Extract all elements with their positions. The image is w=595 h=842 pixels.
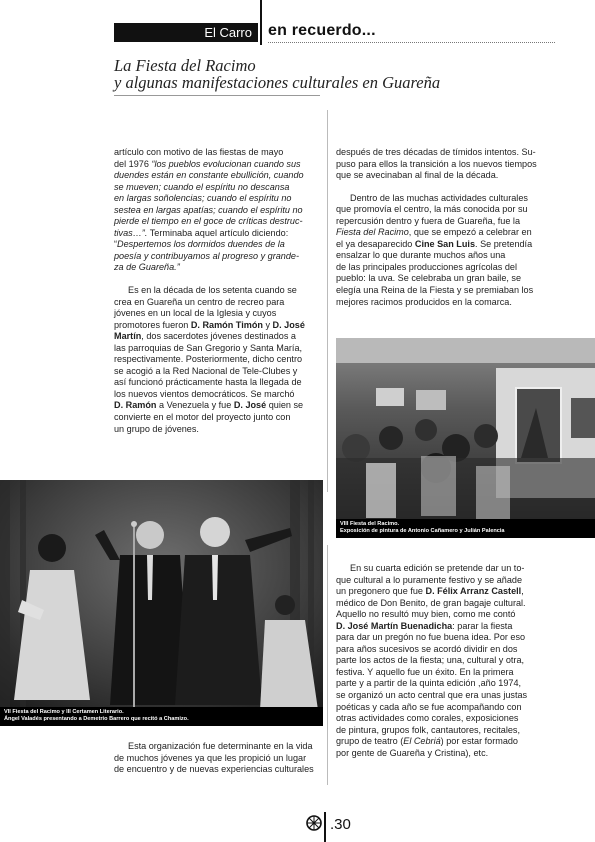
text-line: Es en la década de los setenta cuando se <box>128 285 297 296</box>
left-column-bottom <box>114 741 324 776</box>
stage-photo <box>0 480 323 726</box>
left-column <box>114 147 324 435</box>
text-line: de pintura, grupos folk, cantautores, recitales, <box>336 724 520 735</box>
text-line: jóvenes en un local de la Iglesia y cuyos <box>114 308 277 319</box>
column-divider <box>327 110 328 492</box>
article-title <box>114 57 534 91</box>
text-line: festiva. Y aquello fue un éxito. En la primera <box>336 666 514 677</box>
section-label: El Carro <box>114 23 258 42</box>
text-line: que cultural a lo puramente festivo y se añade <box>336 574 523 585</box>
text-line: Martín, dos sacerdotes jóvenes destinados a <box>114 331 296 342</box>
text-line: Dentro de las muchas actividades culturales <box>350 192 528 203</box>
text-line: Fiesta del Racimo, que se empezó a celebrar en <box>336 227 532 238</box>
exhibition-photo-image <box>336 338 595 538</box>
text-line: repercusión dentro y fuera de Guareña, fue la <box>336 215 521 226</box>
right-column <box>336 147 566 308</box>
text-line: que promovía el centro, la más conocida por su <box>336 204 528 215</box>
wheel-icon <box>306 815 322 831</box>
text-line: así funcionó prácticamente hasta la llegada de <box>114 377 302 388</box>
text-line: En su cuarta edición se pretende dar un to- <box>350 563 525 573</box>
text-line: pierde el tiempo en el goce de críticas destruc- <box>114 216 303 227</box>
caption-line: Ángel Valadés presentando a Demetrio Barrero que recitó a Chamizo. <box>4 716 189 722</box>
text-line: “Despertemos los dormidos duendes de la <box>114 239 285 250</box>
text-line: se organizó un acto central que era unas justas <box>336 690 528 701</box>
text-line: el ya desaparecido Cine San Luis. Se pretendía <box>336 238 533 249</box>
text-line: tivas…”. Terminaba aquel artículo diciendo: <box>114 227 289 238</box>
text-line: se mueven; cuando el espíritu no descansa <box>114 181 290 192</box>
title-rule <box>114 95 320 96</box>
text-line: de las principales producciones agrícolas del <box>336 261 517 272</box>
text-line: después de tres décadas de tímidos intentos. Su- <box>336 147 536 157</box>
text-line: otras actividades como corales, exposiciones <box>336 713 519 724</box>
text-line: pueblo: la uva. Se celebraba un gran baile, se <box>336 273 522 284</box>
page-number: .30 <box>330 816 351 833</box>
text-line: se acogió a la Red Nacional de Tele-Clubes y <box>114 365 298 376</box>
text-line: médico de Don Benito, de gran bagaje cultural. <box>336 597 526 608</box>
text-line: parte y a partir de la quinta edición ,año 1974, <box>336 678 522 689</box>
text-line: D. José Martín Buenadicha: parar la fiesta <box>336 620 513 631</box>
stage-photo-caption <box>0 707 323 726</box>
exhibition-photo-caption <box>336 519 595 538</box>
text-line: respectivamente. Posteriormente, dicho centro <box>114 354 303 365</box>
text-line: poesía y contribuyamos al progreso y grande- <box>114 250 300 261</box>
text-line: mejores racimos producidos en la comarca. <box>336 296 512 307</box>
text-line: Aquello no resultó muy bien, como me contó <box>336 609 516 620</box>
text-line: promotores fueron D. Ramón Timón y D. José <box>114 319 305 330</box>
text-line: artículo con motivo de las fiestas de mayo <box>114 147 284 157</box>
text-line: elegía una Reina de la Fiesta y se premiaban los <box>336 285 534 296</box>
exhibition-photo <box>336 338 595 538</box>
text-line: za de Guareña.” <box>114 262 180 273</box>
caption-line: Exposición de pintura de Antonio Cañamero y Julián Palencia <box>340 528 505 534</box>
text-line: un pregonero que fue D. Félix Arranz Castell, <box>336 586 524 597</box>
column-divider <box>327 545 328 785</box>
text-line: para años sucesivos se acordó dividir en dos <box>336 643 518 654</box>
text-line: un grupo de jóvenes. <box>114 423 199 434</box>
stage-photo-image <box>0 480 323 726</box>
text-line: por gente de Guareña y Cristina), etc. <box>336 747 489 758</box>
header-dotted-rule <box>268 42 555 43</box>
text-line: los nuevos vientos democráticos. Se marchó <box>114 388 295 399</box>
section-title: en recuerdo... <box>268 22 376 39</box>
text-line: de encuentro y de nuevas experiencias culturales <box>114 764 314 775</box>
article-title-line-1: La Fiesta del Racimo <box>114 56 256 75</box>
caption-line: VIII Fiesta del Racimo. <box>340 521 400 527</box>
header-divider <box>260 0 262 45</box>
text-line: poéticas y cada año se fue acompañando con <box>336 701 522 712</box>
text-line: que se avecinaban al final de la década. <box>336 170 499 181</box>
right-column-bottom <box>336 563 566 759</box>
text-line: parte los actos de la fiesta; una, cultural y otra, <box>336 655 525 666</box>
text-line: D. Ramón a Venezuela y fue D. José quien se <box>114 400 304 411</box>
text-line: del 1976 “los pueblos evolucionan cuando sus <box>114 158 301 169</box>
text-line: sestea en largas apatías; cuando el espíritu no <box>114 204 303 215</box>
text-line: ensalzar lo que durante muchos años una <box>336 250 506 261</box>
caption-line: VII Fiesta del Racimo y III Certamen Literario. <box>4 709 124 715</box>
text-line: las parroquias de San Gregorio y Santa María, <box>114 342 303 353</box>
text-line: Esta organización fue determinante en la vida <box>128 741 313 751</box>
text-line: convierte en el motor del proyecto junto con <box>114 412 291 423</box>
text-line: duendes están en constante ebullición, cuando <box>114 170 304 181</box>
text-line: de muchos jóvenes ya que les propició un lugar <box>114 752 307 763</box>
text-line: para dar un pregón no fue buena idea. Por eso <box>336 632 526 643</box>
text-line: en largas soñolencias; cuando el espíritu no <box>114 193 292 204</box>
text-line: grupo de teatro (El Cebriá) por estar formado <box>336 736 518 747</box>
article-title-line-2: y algunas manifestaciones culturales en Guareña <box>114 73 441 92</box>
text-line: puso para ellos la transición a los nuevos tiempos <box>336 158 537 169</box>
text-line: crea en Guareña un centro de recreo para <box>114 296 285 307</box>
footer-bar <box>324 812 326 842</box>
